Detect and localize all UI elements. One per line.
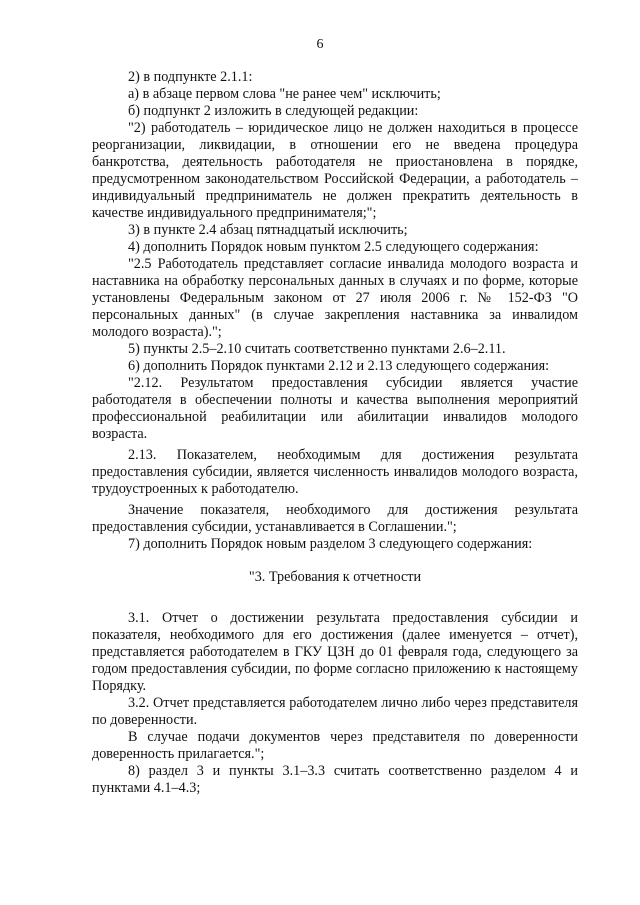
paragraph: а) в абзаце первом слова "не ранее чем" исключить; <box>128 86 441 102</box>
paragraph: 2) в подпункте 2.1.1: <box>128 69 253 85</box>
section-heading: "3. Требования к отчетности <box>248 569 422 585</box>
paragraph: 7) дополнить Порядок новым разделом 3 следующего содержания: <box>128 536 533 552</box>
paragraph: 6) дополнить Порядок пунктами 2.12 и 2.13 следующего содержания: <box>128 358 550 374</box>
paragraph: "2) работодатель – юридическое лицо не должен находиться в процессе реорганизации, ликвидации, в отношении его не введена процедура банкротства, деятельность работодателя не приостановлена в порядке, предусмотренном законодательством Российской Федерации, а работодатель – индивидуальный предприниматель не должен прекратить деятельность в качестве индивидуального предпринимателя;"; <box>92 120 578 221</box>
paragraph: 3.1. Отчет о достижении результата предоставления субсидии и показателя, необходимого для его достижения (далее именуется – отчет), представляется работодателем в ГКУ ЦЗН до 01 февраля года, следующего за годом предоставления субсидии, по форме согласно приложению к настоящему Порядку. <box>92 610 578 694</box>
paragraph: 3.2. Отчет представляется работодателем лично либо через представителя по доверенности. <box>92 695 578 728</box>
paragraph: 8) раздел 3 и пункты 3.1–3.3 считать соответственно разделом 4 и пунктами 4.1–4.3; <box>92 763 578 796</box>
paragraph: б) подпункт 2 изложить в следующей редакции: <box>128 103 419 119</box>
paragraph: 3) в пункте 2.4 абзац пятнадцатый исключить; <box>128 222 408 238</box>
paragraph: 5) пункты 2.5–2.10 считать соответственно пунктами 2.6–2.11. <box>128 341 506 357</box>
paragraph: 4) дополнить Порядок новым пунктом 2.5 следующего содержания: <box>128 239 539 255</box>
document-body <box>92 69 578 797</box>
paragraph: В случае подачи документов через представителя по доверенности доверенность прилагается."; <box>92 729 578 762</box>
paragraph: 2.13. Показателем, необходимым для достижения результата предоставления субсидии, является численность инвалидов молодого возраста, трудоустроенных к работодателю. <box>92 447 578 497</box>
paragraph: Значение показателя, необходимого для достижения результата предоставления субсидии, устанавливается в Соглашении."; <box>92 502 578 535</box>
paragraph: "2.5 Работодатель представляет согласие инвалида молодого возраста и наставника на обработку персональных данных в случаях и по форме, которые установлены Федеральным законом от 27 июля 2006 г. № 152-ФЗ "О персональных данных" (в случае закрепления наставника за инвалидом молодого возраста)."; <box>92 256 578 340</box>
paragraph: "2.12. Результатом предоставления субсидии является участие работодателя в обеспечении полноты и качества выполнения мероприятий профессиональной реабилитации или абилитации инвалидов молодого возраста. <box>92 375 578 442</box>
page-number: 6 <box>316 37 324 52</box>
